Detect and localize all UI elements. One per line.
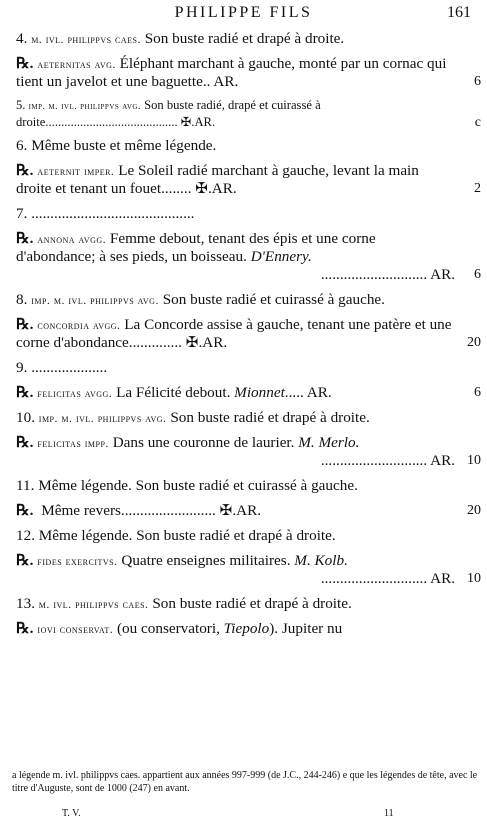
entry-number: 13. [16,595,39,612]
coin-legend: concordia avgg. [37,318,121,332]
rarity-value: 20 [467,335,481,350]
entry-number: 4. [16,30,32,47]
reverse-mark: ℞. [16,230,34,247]
source-reference: Mionnet [230,384,285,401]
entry-text [16,477,481,495]
coin-legend: iovi conservat. [37,622,114,636]
rarity-value: 2 [474,181,481,196]
description: Quatre enseignes militaires. [117,552,291,569]
entry-text [16,205,481,223]
description: Son buste radié et drapé à droite. [166,409,370,426]
coin-legend: felicitas impp. [37,436,109,450]
entry-text [16,291,481,309]
metal-mark: ............................ AR. [320,266,455,283]
entry-text [16,55,481,91]
source-reference: D'Ennery. [246,248,312,265]
entry-text [16,137,481,155]
source-reference: Tiepolo [223,620,270,637]
entry-text [16,359,481,377]
description: .................... [31,359,108,376]
description: Même légende. Son buste radié et cuirassé à gauche. [38,477,358,494]
entry-text [16,409,481,427]
description: Son buste radié et cuirassé à gauche. [158,291,385,308]
reverse-mark: ℞. [16,162,34,179]
catalog-entries [16,30,481,645]
reverse-entry [16,162,481,198]
reverse-mark: ℞. [16,552,34,569]
source-reference: M. Merlo. [294,434,360,451]
entry-number: 6. [16,137,32,154]
description: Même buste et même légende. [31,137,217,154]
description: Femme debout, tenant des épis et une corne d'abondance; à ses pieds, un boisseau. [16,230,376,265]
description: Même revers......................... ✠.AR. [37,502,262,519]
coin-legend: aeternit imper. [37,164,115,178]
description: Le Soleil radié marchant à gauche, levant la main droite et tenant un fouet........ ✠.AR. [16,162,419,197]
entry-number: 12. [16,527,39,544]
reverse-mark: ℞. [16,620,34,637]
obverse-entry [16,595,481,613]
reverse-mark: ℞. [16,384,34,401]
obverse-entry [16,205,481,223]
description: Même légende. Son buste radié et drapé à droite. [38,527,336,544]
entry-number: 10. [16,409,39,426]
reverse-entry [16,316,481,352]
coin-legend: imp. m. ivl. philippvs avg. [28,101,141,112]
rarity-value: c [474,114,481,130]
reverse-mark: ℞. [16,502,34,519]
obverse-entry [16,30,481,48]
coin-legend: m. ivl. philippvs caes. [31,32,141,46]
description: Éléphant marchant à gauche, monté par un cornac qui tient un javelot et une baguette.. AR. [16,55,447,90]
coin-legend: fides exercitvs. [37,554,118,568]
reverse-entry [16,230,481,284]
footnote: a légende m. ivl. philippvs caes. appartient aux années 997-999 (de J.C., 244-246) e que les légendes de tête, avec le titre d'Auguste, sont de 1000 (247) en avant. [12,770,478,794]
description-tail: ). Jupiter nu [269,620,343,637]
description: Dans une couronne de laurier. [108,434,295,451]
signature-number: 11 [384,808,394,819]
description: La Félicité debout. [112,384,231,401]
entry-text [16,230,481,266]
entry-text [16,316,481,352]
obverse-entry [16,409,481,427]
reverse-mark: ℞. [16,55,34,72]
entry-text [16,552,481,570]
page-header [0,4,487,26]
entry-text [16,98,481,130]
entry-text [16,620,481,638]
rarity-value: 20 [467,503,481,518]
running-title: PHILIPPE FILS [174,4,313,21]
description: Son buste radié et drapé à droite. [140,30,345,47]
page-number: 161 [447,4,471,21]
entry-number: 5. [16,98,29,112]
obverse-entry [16,359,481,377]
rarity-value: 6 [474,267,481,282]
reverse-entry [16,55,481,91]
source-reference: M. Kolb. [290,552,348,569]
description: ........................................... [31,205,195,222]
reverse-entry [16,620,481,638]
obverse-entry [16,98,481,130]
entry-text [16,162,481,198]
entry-text [16,30,481,48]
coin-legend: imp. m. ivl. philippvs avg. [31,293,159,307]
obverse-entry [16,291,481,309]
obverse-entry [16,137,481,155]
coin-legend: annona avgg. [37,232,107,246]
rarity-value: 10 [467,453,481,468]
rarity-value: 6 [474,385,481,400]
obverse-entry [16,477,481,495]
reverse-entry [16,552,481,588]
description-tail: ..... AR. [284,384,332,401]
metal-mark: ............................ AR. [320,570,455,587]
obverse-entry [16,527,481,545]
entry-text [16,502,481,520]
coin-legend: felicitas avgg. [37,386,113,400]
entry-text [16,384,481,402]
description: La Concorde assise à gauche, tenant une patère et une corne d'abondance.............. ✠.AR. [16,316,452,351]
reverse-mark: ℞. [16,316,34,333]
rarity-value: 10 [467,571,481,586]
entry-text [16,434,481,452]
coin-legend: imp. m. ivl. philippvs avg. [38,411,167,425]
entry-number: 7. [16,205,32,222]
description: Son buste radié et drapé à droite. [148,595,352,612]
entry-number: 8. [16,291,32,308]
rarity-value: 6 [474,74,481,89]
reverse-mark: ℞. [16,434,34,451]
coin-legend: m. ivl. philippvs caes. [38,597,149,611]
signature-mark: T. V. [62,808,81,819]
reverse-entry [16,434,481,470]
reverse-entry [16,502,481,520]
entry-text [16,527,481,545]
coin-legend: aeternitas avg. [37,57,116,71]
description: (ou conservatori, [113,620,224,637]
metal-mark: ............................ AR. [320,452,455,469]
entry-number: 9. [16,359,32,376]
entry-number: 11. [16,477,39,494]
entry-text [16,595,481,613]
reverse-entry [16,384,481,402]
description: Son buste radié, drapé et cuirassé à droite.......................................... ✠.AR. [16,98,321,129]
